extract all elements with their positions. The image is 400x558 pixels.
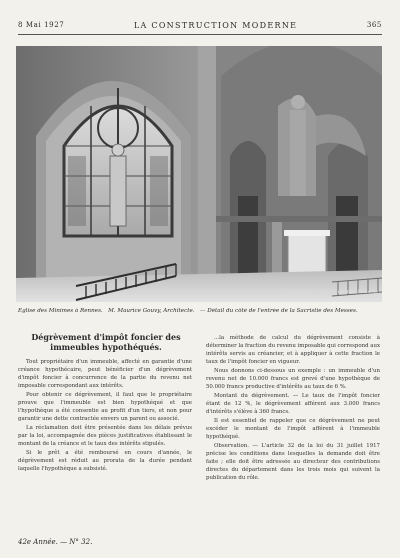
article-title: Dégrèvement d'impôt foncier des immeubles hypothéqués. [31, 332, 181, 352]
running-header [18, 18, 382, 32]
article-column-left [18, 358, 192, 518]
paragraph: La réclamation doit être présentée dans les délais prévus par la loi, accompagnée des pièces justificatives établissant le montant de la créance et le taux des intérêts stipulés. [18, 425, 192, 447]
paragraph: Nous donnons ci-dessous un exemple : un immeuble d'un revenu net de 10.000 francs est grevé d'une hypothèque de 50.000 francs productive d'intérêts au taux de 6 %. [206, 368, 380, 390]
church-interior-photo [16, 46, 382, 302]
caption-architect: M. Maurice Gouvy, Architecte. [108, 308, 195, 314]
paragraph: Il est essentiel de rappeler que ce dégrèvement ne peut excéder le montant de l'impôt afférent à l'immeuble hypothéqué. [206, 418, 380, 440]
paragraph: Montant du dégrèvement. — Le taux de l'impôt foncier étant de 12 %, le dégrèvement afférent aux 3.000 francs d'intérêts s'élève à 360 francs. [206, 393, 380, 415]
volume-footer: 42e Année. — N° 32. [18, 538, 93, 546]
paragraph: ...la méthode de calcul du dégrèvement consiste à déterminer la fraction du revenu imposable qui correspond aux intérêts servis au créancier, et à appliquer à cette fraction le taux de l'impôt foncier en vigueur. [206, 335, 380, 365]
page-number: 365 [366, 21, 382, 29]
paragraph: Tout propriétaire d'un immeuble, affecté en garantie d'une créance hypothécaire, peut bénéficier d'un dégrèvement d'impôt foncier à concurrence de la partie du revenu net imposable correspondant aux intérêts. [18, 359, 192, 389]
church-interior-illustration [16, 46, 382, 302]
photo-credit: Photo Gravure · La Construction Moderne [281, 290, 378, 295]
article-column-right [206, 334, 380, 548]
paragraph: Pour obtenir ce dégrèvement, il faut que le propriétaire prouve que l'immeuble est bien hypothéqué et que l'hypothèque a été consentie au profit d'un tiers, et non pour garantir une dette contractée envers un parent ou associé. [18, 392, 192, 422]
caption-detail: — Détail du côté de l'entrée de la Sacristie des Messes. [199, 308, 358, 314]
figure-caption [18, 308, 382, 315]
caption-subject: Eglise des Minimes à Rennes. [18, 308, 103, 314]
magazine-title: LA CONSTRUCTION MODERNE [133, 20, 298, 30]
issue-date: 8 Mai 1927 [18, 21, 65, 29]
header-rule [18, 34, 382, 35]
paragraph: Si le prêt a été remboursé en cours d'année, le dégrèvement est réduit au prorata de la durée pendant laquelle l'hypothèque a subsisté. [18, 450, 192, 472]
paragraph: Observation. — L'article 32 de la loi du 31 juillet 1917 précise les conditions dans lesquelles la demande doit être faite ; elle doit être adressée au directeur des contributions directes du département dans les trois mois qui suivent la publication du rôle. [206, 443, 380, 481]
